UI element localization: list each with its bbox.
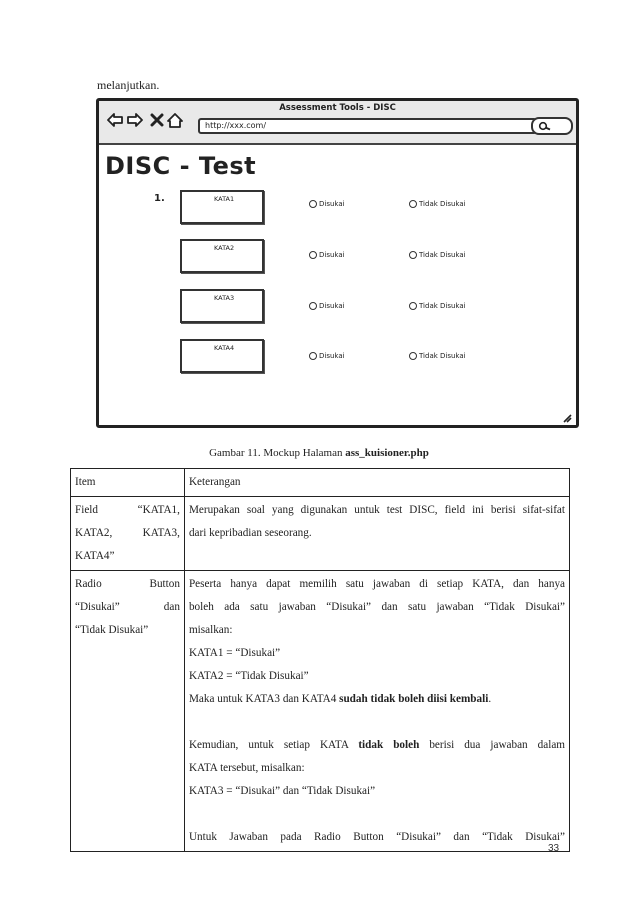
window-title: Assessment Tools - DISC (279, 103, 396, 113)
kata-label: KATA3 (214, 294, 235, 302)
stop-x-icon[interactable] (149, 112, 165, 128)
radio-icon (309, 352, 317, 360)
radio-disukai-4[interactable] (309, 352, 345, 360)
kata-field-1[interactable] (180, 190, 264, 224)
search-box[interactable] (531, 117, 573, 135)
radio-icon (309, 200, 317, 208)
kata-field-2[interactable] (180, 239, 264, 273)
radio-disukai-2[interactable] (309, 251, 345, 259)
radio-tidak-disukai-3[interactable] (409, 302, 466, 310)
home-icon[interactable] (167, 112, 183, 128)
radio-label: Tidak Disukai (419, 302, 466, 310)
radio-label: Tidak Disukai (419, 352, 466, 360)
page-heading: DISC - Test (105, 152, 257, 180)
radio-tidak-disukai-4[interactable] (409, 352, 466, 360)
search-icon (538, 121, 552, 131)
radio-icon (409, 352, 417, 360)
intro-text: melanjutkan. (97, 78, 160, 92)
table-row (71, 497, 570, 571)
radio-tidak-disukai-2[interactable] (409, 251, 466, 259)
address-bar[interactable]: http://xxx.com/ (198, 118, 537, 134)
radio-icon (309, 302, 317, 310)
radio-tidak-disukai-1[interactable] (409, 200, 466, 208)
radio-icon (409, 251, 417, 259)
row1-item: Field “KATA1, KATA2, KATA3, KATA4” (71, 497, 185, 571)
header-keterangan: Keterangan (184, 469, 569, 497)
kata-label: KATA1 (214, 195, 235, 203)
question-number: 1. (154, 193, 165, 204)
radio-label: Disukai (319, 251, 345, 259)
back-arrow-icon[interactable] (107, 112, 123, 128)
radio-disukai-3[interactable] (309, 302, 345, 310)
radio-icon (309, 251, 317, 259)
radio-label: Tidak Disukai (419, 251, 466, 259)
radio-disukai-1[interactable] (309, 200, 345, 208)
caption-filename: ass_kuisioner.php (345, 447, 429, 459)
radio-label: Disukai (319, 200, 345, 208)
radio-icon (409, 200, 417, 208)
forward-arrow-icon[interactable] (127, 112, 143, 128)
browser-titlebar (99, 101, 576, 145)
figure-caption: Gambar 11. Mockup Halaman ass_kuisioner.php (209, 447, 429, 459)
row2-item: Radio Button “Disukai” dan “Tidak Disukai” (71, 571, 185, 852)
radio-icon (409, 302, 417, 310)
table-header-row (71, 469, 570, 497)
kata-field-4[interactable] (180, 339, 264, 373)
mockup-window (96, 98, 579, 428)
table-row (71, 571, 570, 852)
kata-label: KATA2 (214, 244, 235, 252)
row1-desc: Merupakan soal yang digunakan untuk test DISC, field ini berisi sifat-sifat dari kepribadian seseorang. (184, 497, 569, 571)
radio-label: Disukai (319, 302, 345, 310)
kata-field-3[interactable] (180, 289, 264, 323)
row2-desc: Peserta hanya dapat memilih satu jawaban di setiap KATA, dan hanya boleh ada satu jawaban “Disukai” dan satu jawaban “Tidak Disukai” misalkan: KATA1 = “Disukai” KATA2 = “Tidak Disukai” Maka untuk KATA3 dan KATA4 sudah tidak boleh diisi kembali. Kemudian, untuk setiap KATA tidak boleh berisi dua jawaban dalam KATA tersebut, misalkan: KATA3 = “Disukai” dan “Tidak Disukai” Untuk Jawaban pada Radio Button “Disukai” dan “Tidak Disukai” (184, 571, 569, 852)
header-item: Item (71, 469, 185, 497)
kata-label: KATA4 (214, 344, 235, 352)
radio-label: Tidak Disukai (419, 200, 466, 208)
description-table (70, 468, 570, 852)
resize-handle-icon[interactable] (562, 413, 572, 423)
page-number: 33 (548, 843, 560, 854)
radio-label: Disukai (319, 352, 345, 360)
